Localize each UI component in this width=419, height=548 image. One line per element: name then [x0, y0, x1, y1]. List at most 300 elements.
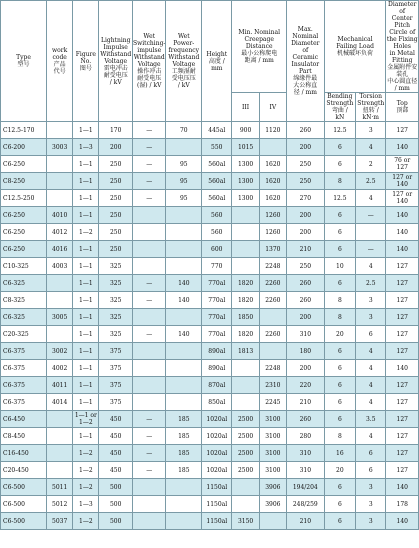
- table-row: [1, 309, 419, 326]
- table-row: [1, 411, 419, 428]
- cell-work-code: [47, 122, 73, 139]
- cell-center-top: 127: [386, 462, 419, 479]
- cell-lightning: 325: [99, 326, 133, 343]
- cell-switching: [132, 360, 166, 377]
- cell-torsion: 6: [356, 445, 386, 462]
- cell-creepage-iv: 1620: [259, 173, 286, 190]
- cell-power-frequency: [166, 207, 202, 224]
- cell-type: C6-375: [1, 360, 47, 377]
- cell-torsion: 3: [356, 496, 386, 513]
- cell-figure: 1—1: [73, 241, 99, 258]
- cell-figure: 1—2: [73, 224, 99, 241]
- cell-figure: 1—1: [73, 360, 99, 377]
- cell-height: 1020al: [202, 411, 232, 428]
- cell-center-top: 127 or 140: [386, 190, 419, 207]
- table-row: [1, 258, 419, 275]
- cell-height: 1150al: [202, 513, 232, 530]
- cell-type: C10-325: [1, 258, 47, 275]
- cell-torsion: 4: [356, 258, 386, 275]
- cell-bending: 8: [324, 428, 355, 445]
- cell-bending: 6: [324, 343, 355, 360]
- cell-figure: 1—1: [73, 377, 99, 394]
- cell-torsion: 3.5: [356, 411, 386, 428]
- cell-switching: —: [132, 173, 166, 190]
- cell-power-frequency: 95: [166, 190, 202, 207]
- cell-torsion: 4: [356, 343, 386, 360]
- cell-switching: [132, 241, 166, 258]
- cell-diameter: 260: [286, 292, 324, 309]
- cell-power-frequency: [166, 224, 202, 241]
- table-row: [1, 173, 419, 190]
- cell-power-frequency: [166, 513, 202, 530]
- cell-torsion: 3: [356, 309, 386, 326]
- cell-creepage-iii: [232, 377, 259, 394]
- cell-diameter: 260: [286, 411, 324, 428]
- cell-creepage-iv: 1620: [259, 190, 286, 207]
- cell-creepage-iii: 1820: [232, 275, 259, 292]
- cell-torsion: 6: [356, 462, 386, 479]
- cell-height: 890al: [202, 343, 232, 360]
- cell-type: C6-450: [1, 411, 47, 428]
- cell-work-code: [47, 462, 73, 479]
- cell-torsion: 2.5: [356, 275, 386, 292]
- cell-work-code: 4003: [47, 258, 73, 275]
- cell-figure: 1—2: [73, 445, 99, 462]
- cell-creepage-iv: 3100: [259, 411, 286, 428]
- cell-creepage-iii: [232, 360, 259, 377]
- cell-type: C6-500: [1, 496, 47, 513]
- cell-switching: [132, 343, 166, 360]
- cell-diameter: 250: [286, 156, 324, 173]
- cell-creepage-iii: 1820: [232, 292, 259, 309]
- header-top: Top 顶部: [386, 93, 419, 122]
- cell-bending: 6: [324, 156, 355, 173]
- cell-work-code: [47, 275, 73, 292]
- cell-switching: —: [132, 326, 166, 343]
- cell-diameter: 220: [286, 377, 324, 394]
- cell-diameter: 194/204: [286, 479, 324, 496]
- header-height: Height 高度 / mm: [202, 1, 232, 122]
- cell-creepage-iii: [232, 241, 259, 258]
- cell-lightning: 450: [99, 428, 133, 445]
- cell-torsion: [356, 224, 386, 241]
- table-row: [1, 479, 419, 496]
- cell-switching: —: [132, 139, 166, 156]
- table-row: [1, 122, 419, 139]
- cell-switching: —: [132, 462, 166, 479]
- cell-center-top: 127: [386, 411, 419, 428]
- cell-bending: 6: [324, 360, 355, 377]
- cell-height: 890al: [202, 360, 232, 377]
- cell-creepage-iii: 2500: [232, 411, 259, 428]
- cell-bending: 6: [324, 241, 355, 258]
- cell-creepage-iv: 2260: [259, 326, 286, 343]
- cell-creepage-iv: 1620: [259, 156, 286, 173]
- cell-lightning: 375: [99, 360, 133, 377]
- header-torsion: Torsion Strength 扭转 / kN·m: [357, 93, 385, 121]
- cell-lightning: 325: [99, 275, 133, 292]
- cell-switching: —: [132, 190, 166, 207]
- cell-type: C6-325: [1, 309, 47, 326]
- table-row: [1, 343, 419, 360]
- cell-creepage-iv: 2248: [259, 360, 286, 377]
- table-row: [1, 428, 419, 445]
- cell-type: C8-450: [1, 428, 47, 445]
- cell-lightning: 450: [99, 445, 133, 462]
- cell-torsion: 4: [356, 428, 386, 445]
- cell-lightning: 500: [99, 479, 133, 496]
- cell-bending: 16: [324, 445, 355, 462]
- cell-creepage-iv: [259, 513, 286, 530]
- cell-creepage-iii: [232, 479, 259, 496]
- cell-figure: 1—1: [73, 122, 99, 139]
- cell-height: 600: [202, 241, 232, 258]
- cell-bending: 6: [324, 207, 355, 224]
- table-row: [1, 292, 419, 309]
- header-switching-impulse: Wet Switching- impulse Withstand Voltage 操作冲击 耐受电压 (湿) / kV: [132, 1, 166, 122]
- cell-lightning: 250: [99, 156, 133, 173]
- cell-bending: 10: [324, 258, 355, 275]
- cell-power-frequency: [166, 360, 202, 377]
- cell-bending: 12.5: [324, 190, 355, 207]
- cell-center-top: 140: [386, 360, 419, 377]
- cell-work-code: 3002: [47, 343, 73, 360]
- cell-height: 1020al: [202, 462, 232, 479]
- cell-creepage-iii: 2500: [232, 428, 259, 445]
- cell-work-code: 3005: [47, 309, 73, 326]
- cell-creepage-iv: 1260: [259, 224, 286, 241]
- cell-height: 1020al: [202, 428, 232, 445]
- cell-figure: 1—1: [73, 309, 99, 326]
- cell-height: 560: [202, 207, 232, 224]
- cell-type: C16-450: [1, 445, 47, 462]
- cell-lightning: 375: [99, 377, 133, 394]
- header-figure: Figure No. 图号: [73, 1, 99, 122]
- cell-diameter: 200: [286, 309, 324, 326]
- cell-center-top: 140: [386, 513, 419, 530]
- cell-type: C12.5-170: [1, 122, 47, 139]
- table-row: [1, 207, 419, 224]
- cell-diameter: 210: [286, 513, 324, 530]
- cell-diameter: 260: [286, 275, 324, 292]
- header-mechanical-load: Mechanical Failing Load 机械破坏负荷: [324, 1, 386, 93]
- cell-power-frequency: 140: [166, 275, 202, 292]
- cell-bending: 6: [324, 275, 355, 292]
- cell-type: C6-250: [1, 156, 47, 173]
- cell-center-top: 127: [386, 326, 419, 343]
- cell-figure: 1—2: [73, 513, 99, 530]
- cell-work-code: [47, 326, 73, 343]
- cell-creepage-iii: 3150: [232, 513, 259, 530]
- cell-work-code: 3003: [47, 139, 73, 156]
- cell-lightning: 500: [99, 513, 133, 530]
- cell-type: C6-250: [1, 207, 47, 224]
- table-row: [1, 190, 419, 207]
- cell-diameter: 210: [286, 394, 324, 411]
- cell-switching: —: [132, 275, 166, 292]
- cell-work-code: [47, 190, 73, 207]
- cell-work-code: [47, 428, 73, 445]
- cell-figure: 1—1: [73, 207, 99, 224]
- cell-switching: —: [132, 411, 166, 428]
- cell-creepage-iii: [232, 394, 259, 411]
- cell-creepage-iv: 2260: [259, 275, 286, 292]
- cell-creepage-iii: [232, 207, 259, 224]
- cell-creepage-iv: [259, 139, 286, 156]
- cell-lightning: 450: [99, 462, 133, 479]
- cell-power-frequency: 185: [166, 462, 202, 479]
- cell-switching: —: [132, 292, 166, 309]
- cell-center-top: 127: [386, 275, 419, 292]
- cell-work-code: 5011: [47, 479, 73, 496]
- cell-bending: 8: [324, 292, 355, 309]
- cell-diameter: 200: [286, 360, 324, 377]
- cell-bending: 6: [324, 394, 355, 411]
- cell-work-code: 4016: [47, 241, 73, 258]
- cell-creepage-iv: 1120: [259, 122, 286, 139]
- cell-work-code: 4014: [47, 394, 73, 411]
- cell-diameter: 280: [286, 428, 324, 445]
- table-row: [1, 139, 419, 156]
- cell-height: 560al: [202, 156, 232, 173]
- cell-diameter: 310: [286, 462, 324, 479]
- table-row: [1, 360, 419, 377]
- cell-bending: 6: [324, 224, 355, 241]
- cell-switching: —: [132, 428, 166, 445]
- cell-center-top: 140: [386, 224, 419, 241]
- cell-bending: 6: [324, 513, 355, 530]
- cell-height: 1150al: [202, 479, 232, 496]
- table-row: [1, 513, 419, 530]
- cell-creepage-iii: 2500: [232, 462, 259, 479]
- cell-height: 770al: [202, 309, 232, 326]
- cell-center-top: 140: [386, 479, 419, 496]
- cell-center-top: 127: [386, 309, 419, 326]
- cell-lightning: 375: [99, 343, 133, 360]
- cell-bending: 20: [324, 462, 355, 479]
- cell-creepage-iv: 1370: [259, 241, 286, 258]
- header-center-pitch: Diameter of Center Pitch Circle of the Fixing Holes in Metal Fitting 金属附件安装孔 中心圆直径 / mm: [386, 1, 418, 92]
- cell-power-frequency: [166, 139, 202, 156]
- cell-creepage-iv: 2248: [259, 258, 286, 275]
- cell-center-top: 127 or 140: [386, 173, 419, 190]
- header-type: Type 型号: [1, 1, 47, 122]
- cell-type: C20-325: [1, 326, 47, 343]
- table-row: [1, 326, 419, 343]
- cell-torsion: 3: [356, 513, 386, 530]
- cell-figure: 1—1: [73, 292, 99, 309]
- cell-bending: 20: [324, 326, 355, 343]
- header-power-frequency: Wet Power- frequency Withstand Voltage 工频湿耐 受电压压 / kV: [166, 1, 202, 122]
- cell-center-top: 127: [386, 122, 419, 139]
- cell-center-top: 76 or 127: [386, 156, 419, 173]
- cell-height: 770al: [202, 326, 232, 343]
- cell-lightning: 325: [99, 292, 133, 309]
- cell-lightning: 375: [99, 394, 133, 411]
- cell-type: C12.5-250: [1, 190, 47, 207]
- cell-center-top: 140: [386, 241, 419, 258]
- cell-work-code: 4012: [47, 224, 73, 241]
- cell-power-frequency: 185: [166, 428, 202, 445]
- cell-creepage-iv: 2310: [259, 377, 286, 394]
- cell-creepage-iv: 3100: [259, 445, 286, 462]
- cell-creepage-iv: [259, 309, 286, 326]
- cell-figure: 1—1: [73, 326, 99, 343]
- cell-bending: 8: [324, 173, 355, 190]
- table-row: [1, 275, 419, 292]
- table-row: [1, 496, 419, 513]
- cell-creepage-iv: [259, 343, 286, 360]
- cell-creepage-iii: [232, 496, 259, 513]
- cell-height: 560al: [202, 190, 232, 207]
- cell-center-top: 127: [386, 343, 419, 360]
- cell-height: 870al: [202, 377, 232, 394]
- cell-torsion: —: [356, 207, 386, 224]
- cell-bending: 6: [324, 411, 355, 428]
- cell-work-code: [47, 156, 73, 173]
- cell-creepage-iii: 1300: [232, 190, 259, 207]
- cell-type: C8-250: [1, 173, 47, 190]
- cell-lightning: 250: [99, 241, 133, 258]
- cell-creepage-iii: [232, 224, 259, 241]
- header-work-code: work code 产品 代号: [47, 1, 73, 122]
- cell-power-frequency: [166, 496, 202, 513]
- cell-lightning: 250: [99, 224, 133, 241]
- cell-figure: 1—3: [73, 496, 99, 513]
- cell-lightning: 325: [99, 309, 133, 326]
- cell-power-frequency: [166, 258, 202, 275]
- cell-torsion: 4: [356, 360, 386, 377]
- cell-torsion: —: [356, 241, 386, 258]
- cell-creepage-iv: 1260: [259, 207, 286, 224]
- cell-height: 560al: [202, 173, 232, 190]
- cell-creepage-iii: 1300: [232, 173, 259, 190]
- header-lightning-impulse: Lightning Impulse Withstand Voltage 雷电冲击 耐受电压 / kV: [99, 1, 133, 122]
- header-creepage-iv: IV: [259, 93, 286, 122]
- cell-center-top: 140: [386, 207, 419, 224]
- cell-height: 445al: [202, 122, 232, 139]
- cell-torsion: 2.5: [356, 173, 386, 190]
- cell-height: 550: [202, 139, 232, 156]
- cell-work-code: 4002: [47, 360, 73, 377]
- cell-switching: —: [132, 122, 166, 139]
- cell-power-frequency: 185: [166, 445, 202, 462]
- cell-center-top: 127: [386, 428, 419, 445]
- cell-lightning: 325: [99, 258, 133, 275]
- cell-switching: [132, 479, 166, 496]
- cell-lightning: 500: [99, 496, 133, 513]
- cell-creepage-iii: 1850: [232, 309, 259, 326]
- cell-power-frequency: [166, 343, 202, 360]
- cell-figure: 1—1: [73, 394, 99, 411]
- cell-diameter: 270: [286, 190, 324, 207]
- cell-figure: 1—1: [73, 275, 99, 292]
- cell-figure: 1—3: [73, 139, 99, 156]
- cell-switching: —: [132, 445, 166, 462]
- table-row: [1, 377, 419, 394]
- cell-work-code: 5012: [47, 496, 73, 513]
- cell-diameter: 180: [286, 343, 324, 360]
- cell-power-frequency: 95: [166, 173, 202, 190]
- cell-torsion: 4: [356, 139, 386, 156]
- cell-creepage-iii: 900: [232, 122, 259, 139]
- cell-creepage-iv: 3906: [259, 496, 286, 513]
- cell-switching: [132, 207, 166, 224]
- table-row: [1, 445, 419, 462]
- cell-height: 770al: [202, 275, 232, 292]
- cell-torsion: 3: [356, 479, 386, 496]
- cell-switching: [132, 258, 166, 275]
- header-bending: Bending Strength 弯曲 / kN: [324, 93, 355, 122]
- cell-lightning: 450: [99, 411, 133, 428]
- cell-height: 560: [202, 224, 232, 241]
- cell-center-top: 140: [386, 139, 419, 156]
- cell-power-frequency: 140: [166, 326, 202, 343]
- cell-work-code: 5037: [47, 513, 73, 530]
- table-row: [1, 156, 419, 173]
- cell-power-frequency: [166, 241, 202, 258]
- cell-power-frequency: 140: [166, 292, 202, 309]
- cell-torsion: 6: [356, 326, 386, 343]
- cell-diameter: 260: [286, 122, 324, 139]
- cell-lightning: 250: [99, 190, 133, 207]
- cell-creepage-iv: 2245: [259, 394, 286, 411]
- cell-center-top: 127: [386, 377, 419, 394]
- cell-type: C6-375: [1, 377, 47, 394]
- cell-diameter: 248/259: [286, 496, 324, 513]
- cell-diameter: 250: [286, 173, 324, 190]
- cell-figure: 1—2: [73, 462, 99, 479]
- cell-height: 770: [202, 258, 232, 275]
- cell-bending: 6: [324, 377, 355, 394]
- cell-work-code: [47, 173, 73, 190]
- cell-switching: [132, 513, 166, 530]
- cell-creepage-iii: 1015: [232, 139, 259, 156]
- cell-type: C6-200: [1, 139, 47, 156]
- cell-figure: 1—1: [73, 190, 99, 207]
- cell-work-code: 4010: [47, 207, 73, 224]
- cell-switching: [132, 377, 166, 394]
- cell-torsion: 4: [356, 394, 386, 411]
- cell-work-code: [47, 445, 73, 462]
- cell-type: C6-250: [1, 241, 47, 258]
- cell-type: C20-450: [1, 462, 47, 479]
- cell-switching: [132, 309, 166, 326]
- cell-type: C6-325: [1, 275, 47, 292]
- cell-creepage-iv: 3100: [259, 462, 286, 479]
- cell-power-frequency: 95: [166, 156, 202, 173]
- cell-figure: 1—1: [73, 428, 99, 445]
- cell-power-frequency: 70: [166, 122, 202, 139]
- cell-type: C6-500: [1, 513, 47, 530]
- cell-creepage-iii: 1300: [232, 156, 259, 173]
- cell-work-code: [47, 292, 73, 309]
- cell-torsion: 3: [356, 122, 386, 139]
- cell-diameter: 200: [286, 207, 324, 224]
- cell-diameter: 310: [286, 445, 324, 462]
- cell-switching: [132, 224, 166, 241]
- cell-center-top: 127: [386, 445, 419, 462]
- cell-center-top: 127: [386, 292, 419, 309]
- cell-power-frequency: [166, 394, 202, 411]
- cell-bending: 6: [324, 496, 355, 513]
- cell-bending: 8: [324, 309, 355, 326]
- cell-switching: [132, 496, 166, 513]
- cell-height: 1150al: [202, 496, 232, 513]
- cell-power-frequency: [166, 377, 202, 394]
- cell-power-frequency: [166, 479, 202, 496]
- cell-creepage-iii: [232, 258, 259, 275]
